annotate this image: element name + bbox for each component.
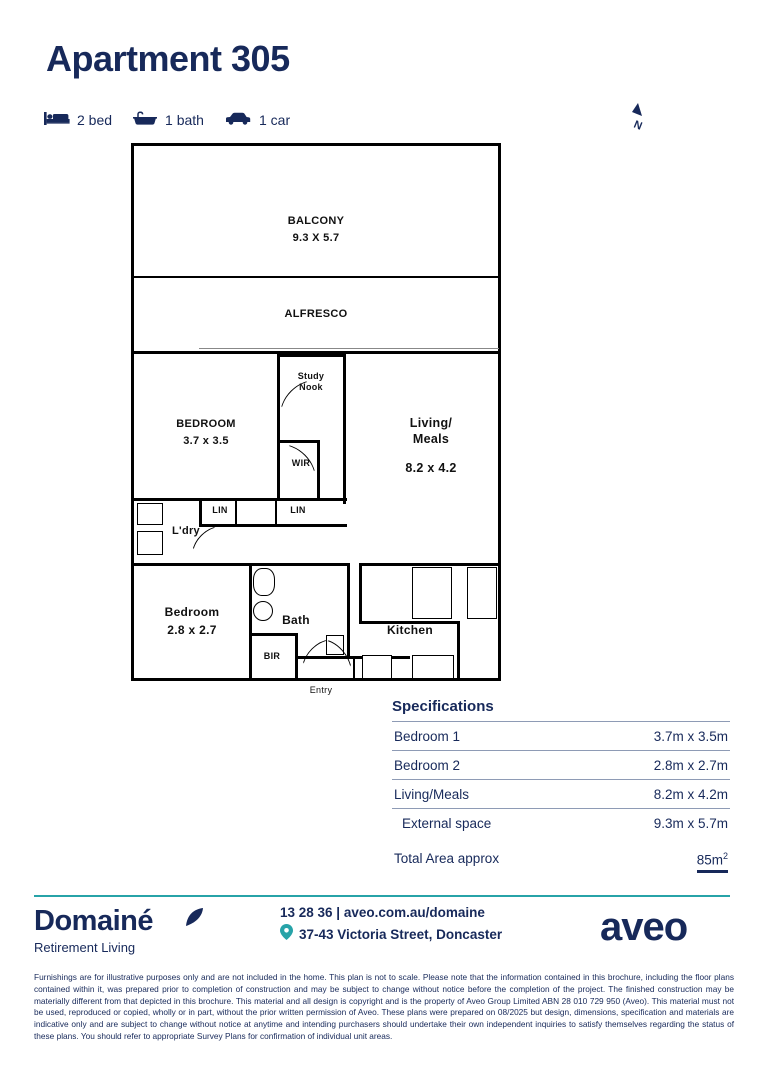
wall-bedroom2-right [249,563,252,681]
room-label-entry: Entry [309,685,333,695]
spec-row-bedroom-2 [392,750,730,779]
door-arc-entry [317,638,353,678]
spec-name-living-meals: Living/Meals [394,787,470,802]
floor-plan [131,143,501,695]
spec-row-total-area [392,837,730,879]
room-label-lin-1: LIN [212,505,228,515]
cooktop-icon [412,567,452,619]
room-label-bath: Bath [282,613,310,627]
spec-row-external-space [392,808,730,837]
spec-name-external-space: External space [402,816,492,831]
wall-lin-left [199,498,202,526]
room-label-study-nook: Study Nook [297,371,325,393]
feature-bath-label: 1 bath [165,111,204,128]
wall-right-outer [498,143,501,681]
specifications-panel [392,698,730,879]
feature-bed-label: 2 bed [77,111,113,128]
glazing-line-1 [199,348,399,349]
toilet-icon [253,568,275,596]
disclaimer-text: Furnishings are for illustrative purposes only and are not included in the home. This plan is not to scale. Please note that the information contained in this brochure, including the floor plans contained within it, was prepared prior to completion of construction and may be subject to change without notice before the completion of the project. The finished construction may be materially different from that depicted in this brochure. This material and all design is copyright and is the property of Aveo Group Limited ABN 28 010 729 950 (Aveo). This material must not be used, reproduced or copied, wholly or in part, without the prior written permission of Aveo. These plans were prepared on 08/2025 but design, dimensions, specification and materials are indicative only and are subject to change without notice at anytime and intending purchasers should undertake their own independent inquiries to satisfy themselves regarding the status of these plans. You should refer to appropriate Survey Plans for confirmation of individual unit areas. [34,972,734,1041]
wall-lin-bottom [199,524,347,527]
car-icon [224,110,252,129]
contact-phone-web[interactable]: 13 28 36 | aveo.com.au/domaine [280,905,485,920]
spec-name-bedroom-2: Bedroom 2 [394,758,461,773]
glazing-line-2 [371,348,499,349]
room-label-living: Living/ Meals 8.2 x 4.2 [405,416,457,476]
room-label-alfresco: ALFRESCO [284,308,348,320]
fridge-icon [467,567,497,619]
wall-kitchen-right [457,621,460,679]
domaine-logo [34,905,153,955]
north-arrow-icon [620,100,660,136]
spec-value-living-meals: 8.2m x 4.2m [653,787,728,802]
washer-icon [137,531,163,555]
leaf-icon [182,907,206,934]
room-label-bedroom2: Bedroom 2.8 x 2.7 [164,605,220,637]
page-title: Apartment 305 [46,38,290,79]
wall-lin2-top [277,498,347,501]
specifications-heading: Specifications [392,698,494,715]
wall-wir-right [317,440,320,500]
wall-kitchen-left [359,563,362,623]
spec-name-total-area: Total Area approx [394,851,500,866]
room-label-balcony: BALCONY 9.3 X 5.7 [287,215,345,244]
wall-bedroom1-bottom [131,498,279,501]
wall-entry-left [353,656,355,681]
contact-block [280,902,502,946]
room-label-bedroom1: BEDROOM 3.7 x 3.5 [176,418,236,447]
wall-living-left [343,354,346,504]
wall-ldry-left [131,498,134,566]
spec-value-bedroom-2: 2.8m x 2.7m [653,758,728,773]
feature-car-label: 1 car [258,111,291,128]
wall-bath-top [249,563,349,566]
room-label-laundry: L'dry [172,525,200,537]
contact-address: 37-43 Victoria Street, Doncaster [299,927,503,943]
feature-bed [44,110,112,129]
map-pin-icon [280,924,293,947]
spec-value-external-space: 9.3m x 5.7m [653,816,728,831]
wall-top-outer [131,143,501,146]
spec-row-bedroom-1 [392,721,730,750]
wall-bir-top [249,633,297,636]
laundry-tub-icon [137,503,163,525]
wall-kitchen-top [359,563,499,566]
feature-bath [132,110,204,129]
dishwasher-icon [362,655,392,679]
wall-study-nook-left [277,354,345,357]
aveo-logo: aveo [600,905,688,949]
footer-divider [34,895,730,897]
svg-text:N: N [631,118,644,133]
brand-tagline: Retirement Living [34,940,136,955]
wall-lin-div-2 [275,498,277,526]
bath-icon [132,110,158,129]
wall-balcony-alfresco [131,276,501,278]
wall-bedroom2-left [131,566,134,681]
feature-car [224,110,290,129]
room-label-kitchen: Kitchen [386,623,434,637]
room-label-lin-2: LIN [290,505,306,515]
sink-icon [412,655,454,679]
wall-ldry-bottom [131,563,249,566]
room-label-wir: WIR [291,458,311,468]
brand-name: Domainé [34,905,153,937]
room-label-bir: BIR [263,651,281,661]
bed-icon [44,110,70,129]
property-features [44,110,300,129]
spec-total-unit: 2 [722,851,728,861]
spec-row-living-meals [392,779,730,808]
spec-value-bedroom-1: 3.7m x 3.5m [653,729,728,744]
spec-value-total-area: $85m^2$ [697,851,728,873]
contact-address-row [280,924,502,947]
spec-name-bedroom-1: Bedroom 1 [394,729,461,744]
